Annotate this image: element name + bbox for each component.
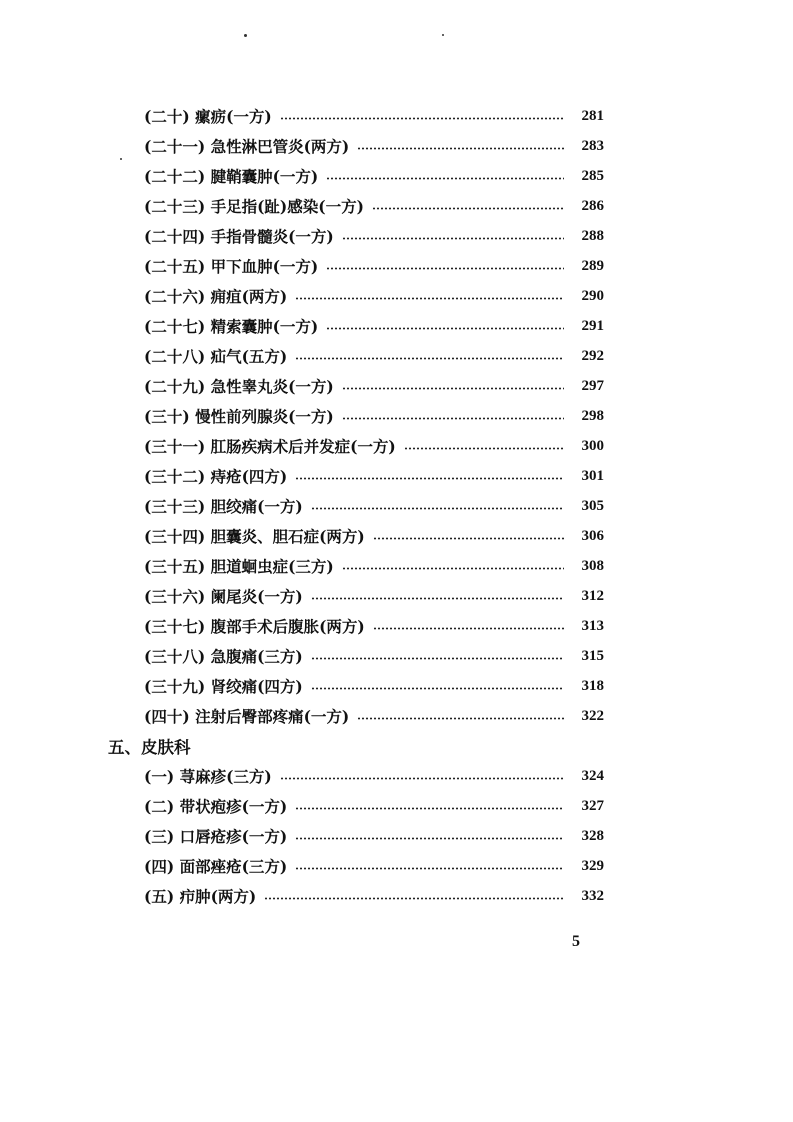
- dot-leader: [280, 777, 564, 780]
- toc-entry-page: 306: [581, 527, 604, 544]
- dot-leader: [295, 477, 564, 480]
- dot-leader: [342, 237, 564, 240]
- toc-entry-page: 281: [581, 107, 604, 124]
- toc-entry[interactable]: [144, 404, 604, 428]
- toc-entry-title: (二十五) 甲下血肿(一方): [144, 257, 319, 276]
- toc-entry-title: (三十一) 肛肠疾病术后并发症(一方): [144, 437, 396, 456]
- toc-entry-title: (三十九) 肾绞痛(四方): [144, 677, 303, 696]
- toc-entry[interactable]: [144, 644, 604, 668]
- toc-entry[interactable]: [144, 164, 604, 188]
- dot-leader: [373, 537, 564, 540]
- toc-entry-title: (二十一) 急性淋巴管炎(两方): [144, 137, 350, 156]
- toc-entry[interactable]: [144, 854, 604, 878]
- toc-entry-page: 315: [581, 647, 604, 664]
- toc-entry-page: 329: [581, 857, 604, 874]
- dot-leader: [295, 867, 564, 870]
- toc-entry-title: (二十九) 急性睾丸炎(一方): [144, 377, 334, 396]
- toc-entry[interactable]: [144, 494, 604, 518]
- toc-entry-title: (二十四) 手指骨髓炎(一方): [144, 227, 334, 246]
- toc-entry-title: (三十) 慢性前列腺炎(一方): [144, 407, 334, 426]
- toc-entry[interactable]: [144, 194, 604, 218]
- toc-entry-page: 289: [581, 257, 604, 274]
- toc-entry-page: 318: [581, 677, 604, 694]
- toc-entry-title: (二十七) 精索囊肿(一方): [144, 317, 319, 336]
- scan-speck: [442, 34, 444, 36]
- toc-entry-page: 322: [581, 707, 604, 724]
- toc-entry-title: (一) 荨麻疹(三方): [144, 767, 272, 786]
- dot-leader: [326, 267, 564, 270]
- toc-entry-title: (二十三) 手足指(趾)感染(一方): [144, 197, 364, 216]
- toc-entry[interactable]: [144, 344, 604, 368]
- toc-entry-page: 300: [581, 437, 604, 454]
- dot-leader: [311, 597, 564, 600]
- toc-entry[interactable]: [144, 764, 604, 788]
- toc-entry-title: (四) 面部痤疮(三方): [144, 857, 288, 876]
- toc-entry-page: 332: [581, 887, 604, 904]
- toc-entry-title: (二十八) 疝气(五方): [144, 347, 288, 366]
- toc-entry[interactable]: [144, 524, 604, 548]
- dot-leader: [295, 357, 564, 360]
- toc-entry[interactable]: [144, 434, 604, 458]
- toc-entry[interactable]: [144, 134, 604, 158]
- toc-entry-title: (五) 疖肿(两方): [144, 887, 257, 906]
- toc-entry[interactable]: [144, 224, 604, 248]
- dot-leader: [295, 807, 564, 810]
- dot-leader: [295, 837, 564, 840]
- toc-entry[interactable]: [144, 554, 604, 578]
- dot-leader: [326, 327, 564, 330]
- toc-entry-title: (二) 带状疱疹(一方): [144, 797, 288, 816]
- toc-entry-title: (二十二) 腱鞘囊肿(一方): [144, 167, 319, 186]
- dot-leader: [342, 387, 564, 390]
- toc-entry[interactable]: [144, 674, 604, 698]
- toc-entry-title: (二十) 瘰疬(一方): [144, 107, 272, 126]
- dot-leader: [311, 657, 564, 660]
- toc-entry-title: (三十四) 胆囊炎、胆石症(两方): [144, 527, 365, 546]
- toc-entry[interactable]: [144, 254, 604, 278]
- section-heading: 五、皮肤科: [108, 738, 191, 757]
- dot-leader: [342, 417, 564, 420]
- toc-entry-page: 297: [581, 377, 604, 394]
- dot-leader: [357, 147, 564, 150]
- scan-speck: [244, 34, 247, 37]
- toc-entry-title: (三十三) 胆绞痛(一方): [144, 497, 303, 516]
- toc-entry-page: 312: [581, 587, 604, 604]
- toc-entry-page: 292: [581, 347, 604, 364]
- dot-leader: [357, 717, 564, 720]
- dot-leader: [311, 507, 564, 510]
- toc-entry-page: 285: [581, 167, 604, 184]
- toc-entry[interactable]: [144, 884, 604, 908]
- toc-entry[interactable]: [144, 584, 604, 608]
- toc-entry-title: (四十) 注射后臀部疼痛(一方): [144, 707, 350, 726]
- dot-leader: [280, 117, 564, 120]
- dot-leader: [311, 687, 564, 690]
- toc-entry-title: (二十六) 痈疽(两方): [144, 287, 288, 306]
- toc-entry-page: 305: [581, 497, 604, 514]
- toc-entry-title: (三十六) 阑尾炎(一方): [144, 587, 303, 606]
- toc-entry[interactable]: [144, 824, 604, 848]
- toc-entry-page: 288: [581, 227, 604, 244]
- dot-leader: [264, 897, 564, 900]
- toc-entry[interactable]: [144, 794, 604, 818]
- toc-entry-page: 283: [581, 137, 604, 154]
- toc-entry-page: 327: [581, 797, 604, 814]
- toc-entry-page: 324: [581, 767, 604, 784]
- toc-entry-title: (三十五) 胆道蛔虫症(三方): [144, 557, 334, 576]
- dot-leader: [342, 567, 564, 570]
- toc-entry-title: (三) 口唇疮疹(一方): [144, 827, 288, 846]
- toc-entry[interactable]: [144, 704, 604, 728]
- toc-entry[interactable]: [144, 284, 604, 308]
- dot-leader: [404, 447, 564, 450]
- toc-entry[interactable]: [144, 374, 604, 398]
- toc-entry-title: (三十八) 急腹痛(三方): [144, 647, 303, 666]
- toc-entry[interactable]: [144, 314, 604, 338]
- toc-entry-page: 286: [581, 197, 604, 214]
- toc-entry-page: 313: [581, 617, 604, 634]
- toc-entry[interactable]: [144, 464, 604, 488]
- toc-entry-title: (三十二) 痔疮(四方): [144, 467, 288, 486]
- toc-entry-page: 290: [581, 287, 604, 304]
- toc-entry[interactable]: [144, 614, 604, 638]
- toc-entry-page: 291: [581, 317, 604, 334]
- toc-entry-page: 328: [581, 827, 604, 844]
- dot-leader: [295, 297, 564, 300]
- scan-speck: [120, 158, 122, 160]
- toc-entry-page: 301: [581, 467, 604, 484]
- dot-leader: [326, 177, 564, 180]
- dot-leader: [373, 627, 564, 630]
- dot-leader: [372, 207, 564, 210]
- page-number: 5: [572, 933, 580, 950]
- toc-entry-page: 308: [581, 557, 604, 574]
- toc-entry-title: (三十七) 腹部手术后腹胀(两方): [144, 617, 365, 636]
- toc-entry-page: 298: [581, 407, 604, 424]
- toc-entry[interactable]: [144, 104, 604, 128]
